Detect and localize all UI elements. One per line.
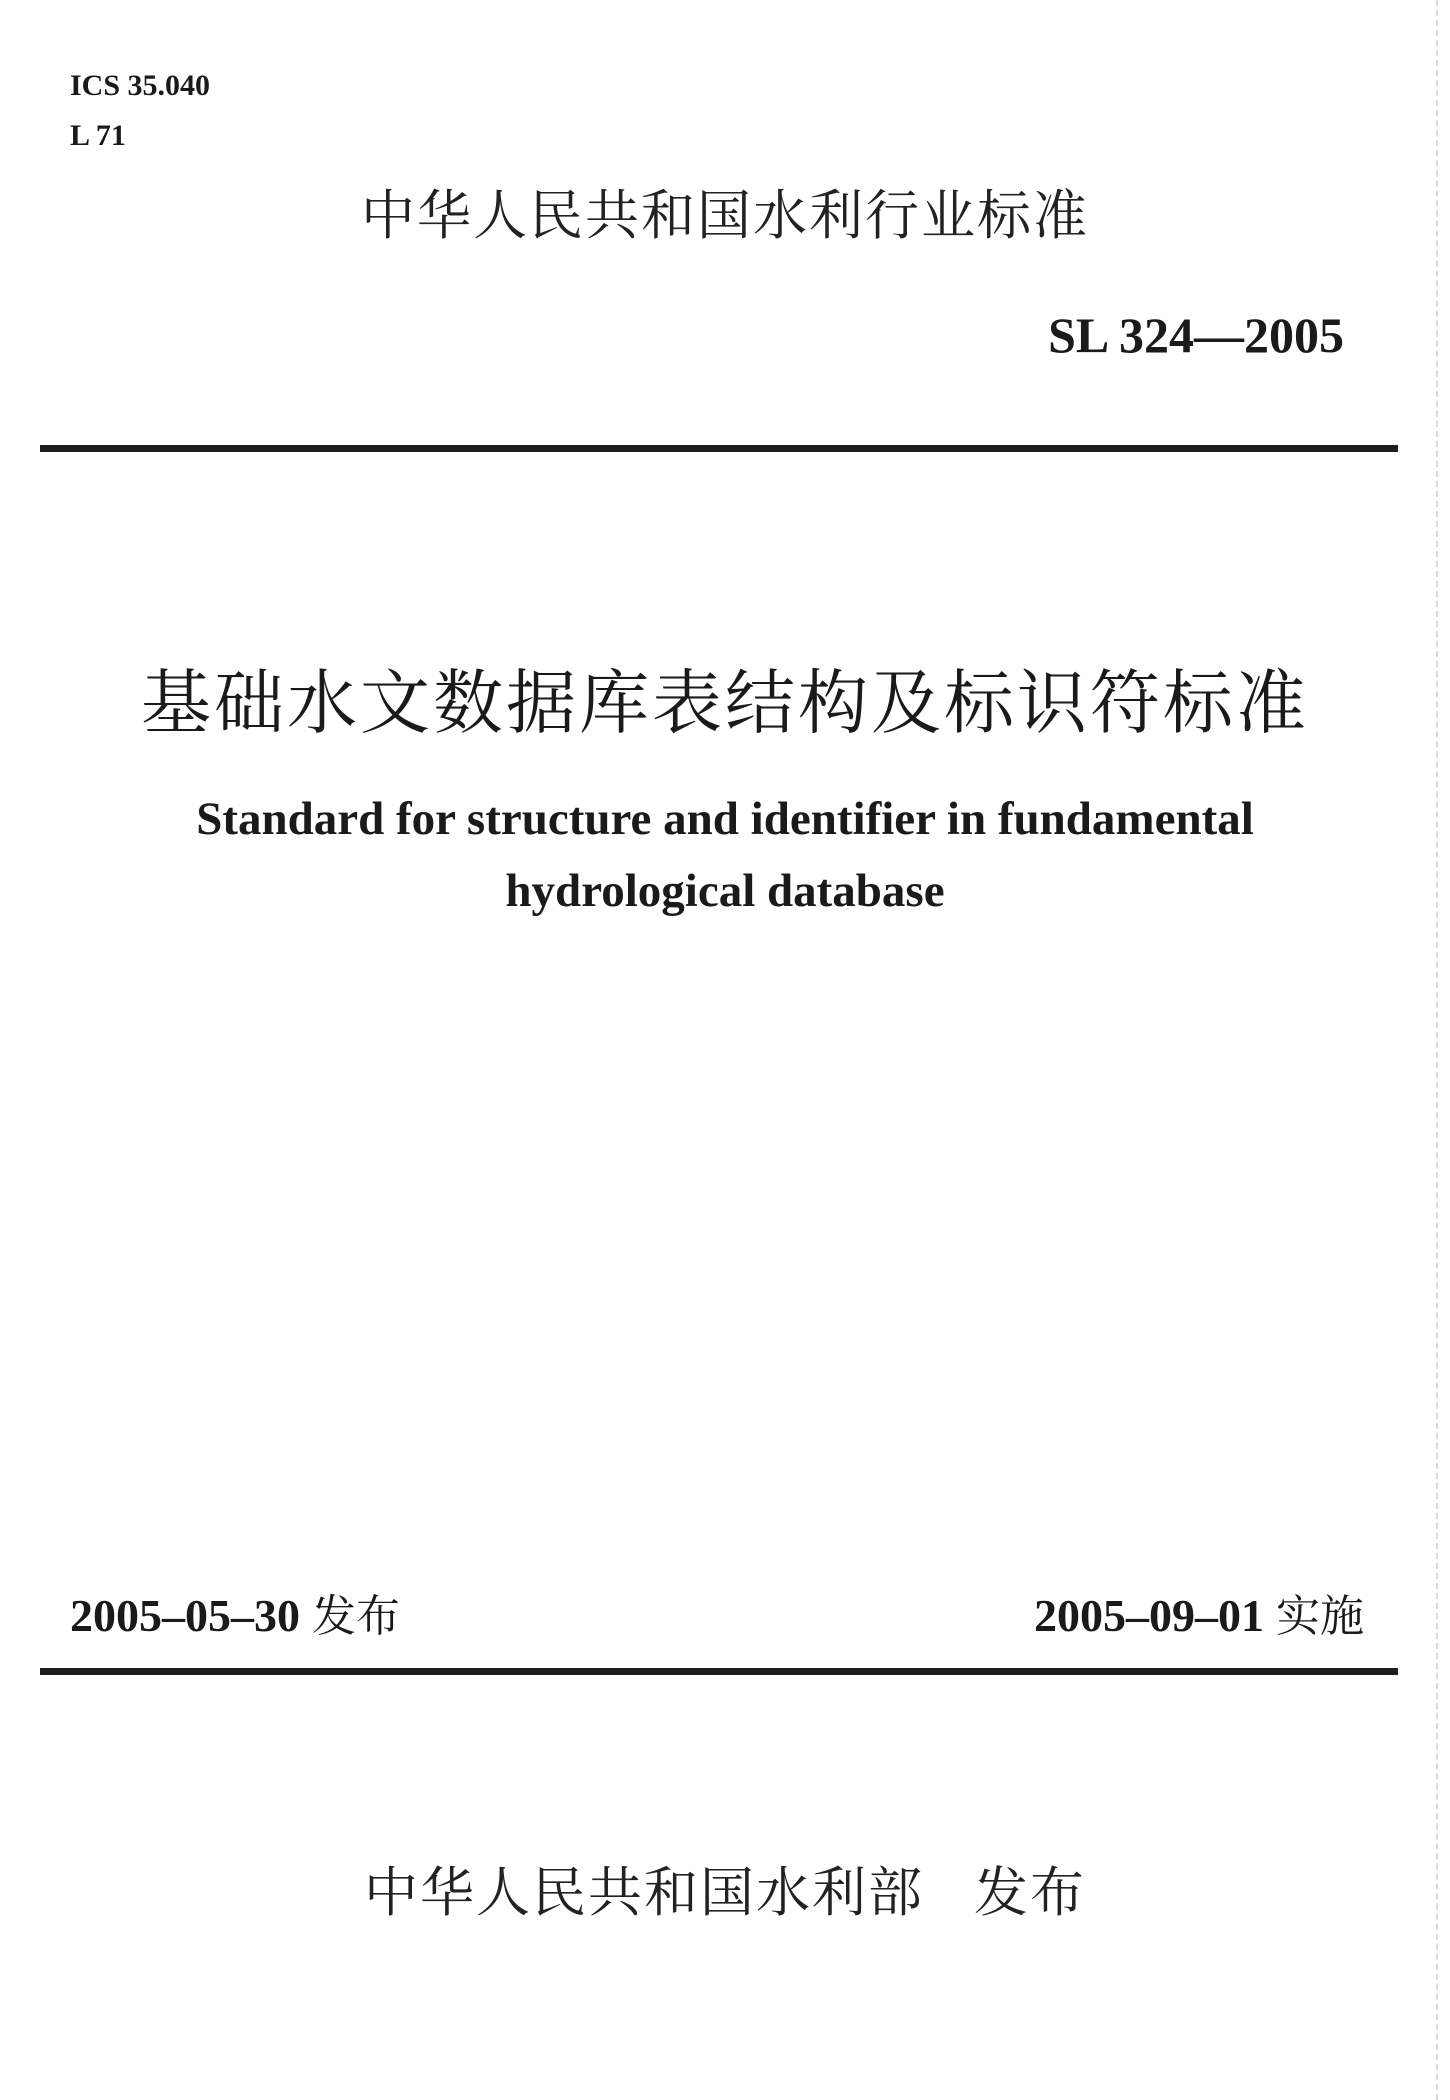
standard-category: 中华人民共和国水利行业标准 bbox=[361, 184, 1089, 247]
title-english-line-1: Standard for structure and identifier in fundamental bbox=[196, 793, 1254, 845]
ccs-code: L 71 bbox=[70, 119, 126, 152]
issue-date-label: 发布 bbox=[312, 1591, 400, 1642]
publisher bbox=[0, 1860, 1450, 1926]
implementation-date-label: 实施 bbox=[1276, 1591, 1364, 1642]
trim-guide-line bbox=[1436, 0, 1438, 2100]
issue-date bbox=[70, 1588, 400, 1645]
ics-code: ICS 35.040 bbox=[70, 69, 211, 102]
title-chinese: 基础水文数据库表结构及标识符标准 bbox=[141, 662, 1309, 744]
implementation-date-value: 2005–09–01 bbox=[1034, 1590, 1264, 1641]
standard-number: SL 324—2005 bbox=[1048, 307, 1344, 363]
implementation-date bbox=[1034, 1588, 1364, 1645]
top-divider bbox=[40, 445, 1398, 452]
title-english-line-2: hydrological database bbox=[505, 865, 945, 917]
issue-date-value: 2005–05–30 bbox=[70, 1590, 300, 1641]
publisher-action: 发布 bbox=[974, 1861, 1086, 1924]
publisher-name: 中华人民共和国水利部 bbox=[364, 1861, 924, 1924]
title-english bbox=[100, 783, 1350, 927]
bottom-divider bbox=[40, 1668, 1398, 1675]
